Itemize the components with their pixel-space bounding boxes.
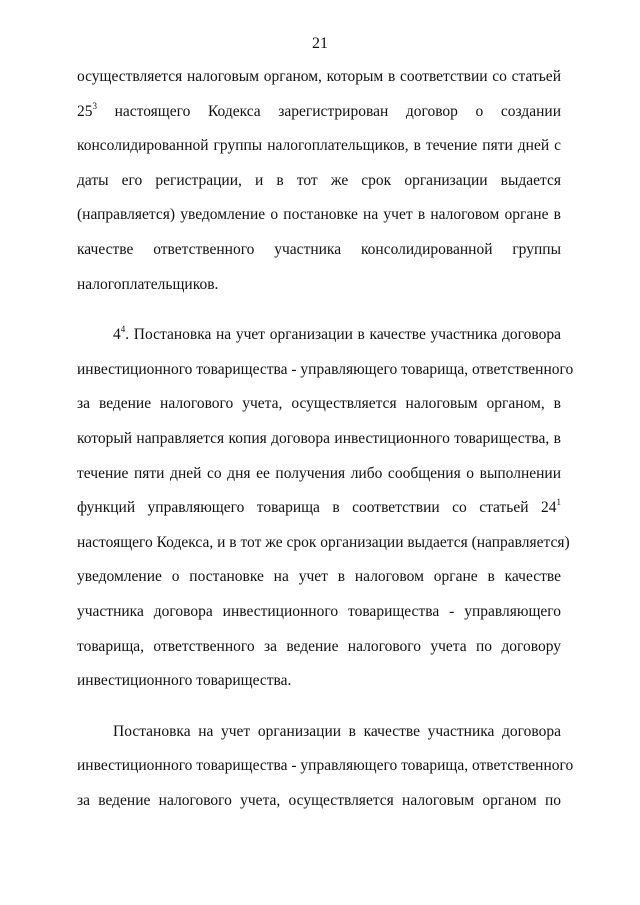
text-segment: осуществляется налоговым органом, которым в соответствии со статьей: [77, 68, 561, 85]
text-line: [77, 239, 561, 261]
text-line: [77, 428, 561, 450]
superscript: 1: [556, 497, 561, 507]
text-segment: Постановка на учет организации в качестве участника договора: [113, 723, 561, 740]
text-segment: (направляется) уведомление о постановке на учет в налоговом органе в: [77, 206, 561, 223]
text-segment: течение пяти дней со дня ее получения либо сообщения о выполнении: [77, 465, 561, 482]
text-line: [77, 636, 561, 658]
text-line: [113, 324, 561, 346]
text-line: [77, 274, 561, 296]
text-segment: даты его регистрации, и в тот же срок организации выдается: [77, 172, 561, 189]
text-segment: инвестиционного товарищества - управляющего товарища, ответственного: [77, 757, 574, 774]
text-segment: за ведение налогового учета, осуществляется налоговым органом, в: [77, 395, 561, 412]
text-line: [77, 790, 561, 812]
text-segment: товарища, ответственного за ведение налогового учета по договору: [77, 638, 561, 655]
text-line: [77, 135, 561, 157]
text-line: [77, 497, 561, 519]
page-number: 21: [312, 35, 328, 52]
text-segment: уведомление о постановке на учет в налоговом органе в качестве: [77, 568, 561, 585]
text-segment: участника договора инвестиционного товарищества - управляющего: [77, 603, 561, 620]
text-segment: 25: [77, 103, 93, 120]
text-line: [77, 601, 561, 623]
text-segment: налогоплательщиков.: [77, 276, 219, 293]
text-line: [77, 359, 574, 381]
text-line: [77, 670, 561, 692]
superscript: 3: [92, 101, 97, 111]
text-line: [77, 170, 561, 192]
text-segment: за ведение налогового учета, осуществляется налоговым органом по: [77, 792, 561, 809]
text-line: [77, 755, 574, 777]
text-segment: консолидированной группы налогоплательщиков, в течение пяти дней с: [77, 137, 561, 154]
text-segment: качестве ответственного участника консолидированной группы: [77, 241, 561, 258]
text-line: [77, 66, 561, 88]
text-segment: 4: [113, 326, 121, 343]
text-line: [77, 393, 561, 415]
text-segment: который направляется копия договора инвестиционного товарищества, в: [77, 430, 561, 447]
text-line: [77, 566, 561, 588]
text-line: [77, 532, 570, 554]
superscript: 4: [120, 324, 126, 334]
text-line: [77, 463, 561, 485]
text-line: [113, 721, 561, 743]
text-line: [77, 101, 561, 123]
text-segment: инвестиционного товарищества - управляющего товарища, ответственного: [77, 361, 574, 378]
text-line: [77, 204, 561, 226]
text-segment: функций управляющего товарища в соответствии со статьей 24: [77, 499, 557, 516]
text-segment: настоящего Кодекса, и в тот же срок организации выдается (направляется): [77, 534, 570, 551]
text-segment: . Постановка на учет организации в качестве участника договора: [125, 326, 561, 343]
text-segment: инвестиционного товарищества.: [77, 672, 292, 689]
text-segment: настоящего Кодекса зарегистрирован договор о создании: [97, 103, 561, 120]
